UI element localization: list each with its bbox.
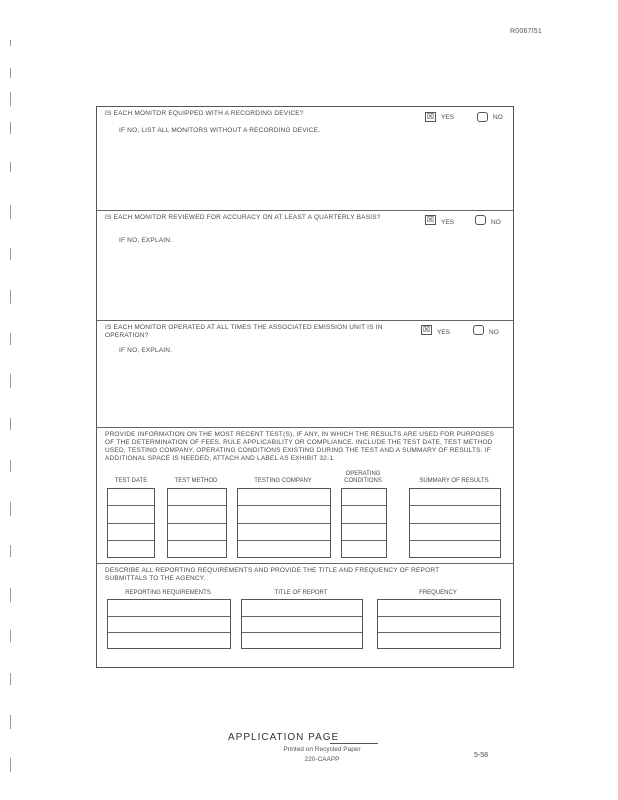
- question-5-text: DESCRIBE ALL REPORTING REQUIREMENTS AND PROVIDE THE TITLE AND FREQUENCY OF REPORT SUBMITTALS TO THE AGENCY.: [105, 567, 440, 582]
- question-3-no-checkbox[interactable]: [473, 325, 484, 335]
- col-reporting-requirements: REPORTING REQUIREMENTS: [125, 590, 211, 596]
- testing-company-box[interactable]: [237, 488, 331, 558]
- test-method-box[interactable]: [167, 488, 227, 558]
- question-4-text: PROVIDE INFORMATION ON THE MOST RECENT TEST(S), IF ANY, IN WHICH THE RESULTS ARE USED FOR PURPOSES OF THE DETERMINATION OF FEES, RULE APPLICABILITY OR COMPLIANCE. INCLUDE THE TEST DATE, TEST METHOD USED, TESTING COMPANY, OPERATING CONDITIONS EXISTING DURING THE TEST AND A SUMMARY OF RESULTS. IF ADDITIONAL SPACE IS NEEDED, ATTACH AND LABEL AS EXHIBIT 32-1.: [105, 431, 495, 462]
- question-2-yes-checkbox[interactable]: ☒: [426, 215, 435, 224]
- page-number: 5-58: [474, 752, 489, 759]
- question-1-text: IS EACH MONITOR EQUIPPED WITH A RECORDING DEVICE?: [105, 110, 304, 117]
- question-2-yes-label: YES: [441, 219, 455, 226]
- question-2-answer: IF NO, EXPLAIN.: [119, 237, 173, 244]
- question-3-no-label: NO: [489, 329, 499, 336]
- operating-conditions-box[interactable]: [341, 488, 387, 558]
- question-1-no-checkbox[interactable]: [477, 112, 488, 122]
- col-test-method: TEST METHOD: [174, 478, 218, 484]
- summary-of-results-box[interactable]: [409, 488, 501, 558]
- footer-underline: [330, 743, 378, 744]
- reporting-requirements-box[interactable]: [107, 599, 231, 649]
- question-3-yes-label: YES: [437, 329, 451, 336]
- col-operating-conditions: OPERATING CONDITIONS: [344, 471, 382, 484]
- col-frequency: FREQUENCY: [419, 590, 457, 596]
- col-summary-of-results: SUMMARY OF RESULTS: [419, 478, 489, 484]
- question-1-answer: IF NO, LIST ALL MONITORS WITHOUT A RECORDING DEVICE.: [119, 127, 321, 134]
- question-2-section: [97, 211, 513, 321]
- question-2-no-label: NO: [491, 219, 501, 226]
- document-id: R0067I51: [510, 28, 542, 35]
- question-3-section: [97, 321, 513, 428]
- application-form: [96, 106, 514, 668]
- col-testing-company: TESTING COMPANY: [254, 478, 312, 484]
- title-of-report-box[interactable]: [241, 599, 363, 649]
- col-test-date: TEST DATE: [114, 478, 148, 484]
- question-2-no-checkbox[interactable]: [475, 215, 486, 225]
- question-1-yes-checkbox[interactable]: ☒: [426, 112, 435, 121]
- frequency-box[interactable]: [377, 599, 501, 649]
- question-1-no-label: NO: [493, 114, 503, 121]
- question-3-answer: IF NO, EXPLAIN.: [119, 347, 173, 354]
- footer-title: APPLICATION PAGE: [228, 732, 340, 743]
- test-date-box[interactable]: [107, 488, 155, 558]
- question-3-text: IS EACH MONITOR OPERATED AT ALL TIMES THE ASSOCIATED EMISSION UNIT IS IN OPERATION?: [105, 324, 383, 339]
- question-1-section: [97, 107, 513, 211]
- col-title-of-report: TITLE OF REPORT: [274, 590, 328, 596]
- question-5-section: [97, 564, 513, 667]
- footer-subtitle-2: 220-CAAPP: [304, 756, 340, 763]
- question-2-text: IS EACH MONITOR REVIEWED FOR ACCURACY ON AT LEAST A QUARTERLY BASIS?: [105, 214, 381, 221]
- question-1-yes-label: YES: [441, 114, 455, 121]
- question-3-yes-checkbox[interactable]: ☒: [422, 325, 431, 334]
- footer-subtitle-1: Printed on Recycled Paper: [283, 746, 361, 753]
- question-4-section: [97, 428, 513, 564]
